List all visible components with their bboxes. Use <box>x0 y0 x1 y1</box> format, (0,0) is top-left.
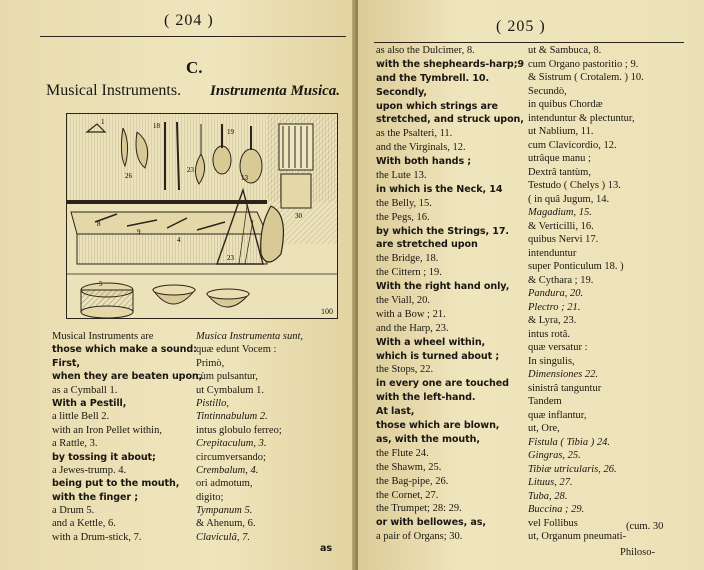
text-line: the Belly, 15. <box>376 197 432 209</box>
text-line: vel Follibus <box>528 517 578 529</box>
text-line: With both hands ; <box>376 156 472 168</box>
text-line: as also the Dulcimer, 8. <box>376 45 475 56</box>
text-line: and the Tymbrell. 10. <box>376 72 489 84</box>
text-line: and the Harp, 23. <box>376 322 449 334</box>
engraving-label: 19 <box>227 128 234 136</box>
text-line: in quibus Chordæ <box>528 99 603 110</box>
text-line: when they are beaten upon, <box>52 371 203 383</box>
text-line: in every one are touched <box>376 378 509 390</box>
text-line: Primò, <box>196 357 225 369</box>
text-line: Tandem <box>528 396 562 407</box>
text-line: Secundò, <box>528 85 567 97</box>
text-line: & Lyra, 23. <box>528 315 577 326</box>
text-line: the Pegs, 16. <box>376 211 430 223</box>
text-line: Secondly, <box>376 86 427 98</box>
text-line: cum Clavicordio, 12. <box>528 139 617 151</box>
text-line: Tympanum 5. <box>196 505 253 517</box>
text-line: quibus Nervi 17. <box>528 234 599 245</box>
text-line: a Drum 5. <box>52 505 95 517</box>
text-line: First, <box>52 357 80 369</box>
text-line: Tuba, 28. <box>528 490 568 502</box>
right-english-column <box>376 44 524 544</box>
text-line: digito; <box>196 491 224 503</box>
text-line: or with bellowes, as, <box>376 517 486 529</box>
engraving-label: 4 <box>177 236 181 244</box>
text-line: Tibiæ utricularis, 26. <box>528 463 617 475</box>
text-line: ut & Sambuca, 8. <box>528 45 602 56</box>
text-line: are stretched upon <box>376 239 478 251</box>
text-line: a pair of Organs; 30. <box>376 531 463 543</box>
text-line: by which the Strings, 17. <box>376 225 509 237</box>
text-line: quæ inflantur, <box>528 409 587 421</box>
text-line: those which are blown, <box>376 420 500 432</box>
text-line: as a Cymball 1. <box>52 384 118 396</box>
text-line: stretched, and struck upon, <box>376 114 524 126</box>
left-latin-column <box>196 330 303 544</box>
text-line: the Bag-pipe, 26. <box>376 475 449 487</box>
text-line: Testudo ( Chelys ) 13. <box>528 180 621 191</box>
text-line: ut, Ore, <box>528 423 560 434</box>
text-line: the Viall, 20. <box>376 295 431 307</box>
right-header-rule <box>374 42 684 43</box>
text-line: a Jewes-trump. 4. <box>52 464 127 476</box>
text-line: as, with the mouth, <box>376 433 480 445</box>
left-page-number: ( 204 ) <box>164 12 214 29</box>
right-page-number: ( 205 ) <box>496 18 546 35</box>
text-line: the Flute 24. <box>376 447 429 459</box>
text-line: ( in quâ Jugum, 14. <box>528 193 610 205</box>
text-line: cum Organo pastoritio ; 9. <box>528 58 639 70</box>
text-line: and the Virginals, 12. <box>376 142 466 154</box>
text-line: cùm pulsantur, <box>196 371 258 383</box>
title-latin: Instrumenta Musica. <box>210 83 341 99</box>
engraving-figure-number: 100 <box>321 307 333 316</box>
text-line: a little Bell 2. <box>52 411 110 423</box>
text-line: sinistrâ tanguntur <box>528 382 602 394</box>
text-line: upon which strings are <box>376 100 498 112</box>
text-line: ori admotum, <box>196 478 253 490</box>
text-line: utrâque manu ; <box>528 153 591 164</box>
right-page <box>358 0 704 570</box>
text-line: With a Pestill, <box>52 397 127 409</box>
text-line: being put to the mouth, <box>52 478 180 490</box>
text-line: the Bridge, 18. <box>376 253 439 265</box>
text-line: Crembalum, 4. <box>196 464 259 476</box>
text-line: quæ edunt Vocem : <box>196 344 277 356</box>
text-line: Gingras, 25. <box>528 450 581 461</box>
text-line: Claviculâ, 7. <box>196 531 250 543</box>
text-line: & Verticilli, 16. <box>528 220 594 232</box>
text-line: Dimensiones 22. <box>528 369 598 380</box>
text-line: Plectro ; 21. <box>528 301 581 313</box>
engraving-label: 9 <box>137 228 141 236</box>
left-header-rule <box>40 36 346 37</box>
text-line: Pistillo, <box>196 397 229 409</box>
text-line: & Ahenum, 6. <box>196 518 256 530</box>
right-margin-note: (cum. 30 <box>626 521 664 532</box>
engraving-illustration <box>67 114 338 319</box>
text-line: as the Psalteri, 11. <box>376 128 453 140</box>
text-line: quæ versatur : <box>528 342 588 353</box>
engraving-label: 18 <box>153 122 160 130</box>
engraving-label: 30 <box>295 212 302 220</box>
engraving-label: 23 <box>227 254 234 262</box>
engraving-label: 26 <box>125 172 132 180</box>
text-line: With the right hand only, <box>376 281 510 293</box>
text-line: super Ponticulum 18. ) <box>528 261 624 272</box>
text-line: Musica Instrumenta sunt, <box>196 331 304 342</box>
text-line: ut Cymbalum 1. <box>196 384 264 396</box>
right-catchword: Philoso- <box>620 547 656 558</box>
text-line: intus rotâ. <box>528 328 570 340</box>
text-line: which is turned about ; <box>376 350 500 362</box>
right-latin-column <box>528 44 644 544</box>
text-line: with the shepheards-harp;9 <box>376 58 525 70</box>
engraving-label: 5 <box>99 280 103 288</box>
text-line: in which is the Neck, 14 <box>376 183 503 195</box>
left-catchword: as <box>320 543 332 554</box>
text-line: Fistula ( Tibia ) 24. <box>528 436 610 448</box>
left-english-column <box>52 330 202 544</box>
text-line: with a Drum-stick, 7. <box>52 531 142 543</box>
engraving-label: 1 <box>101 118 105 126</box>
engraving-label: 13 <box>241 174 248 182</box>
text-line: with the left-hand. <box>376 392 476 404</box>
text-line: At last, <box>376 406 415 418</box>
engraving-label: 8 <box>97 220 101 228</box>
engraving-label: 23 <box>187 166 194 174</box>
text-line: the Trumpet; 28: 29. <box>376 503 462 515</box>
text-line: & Sistrum ( Crotalem. ) 10. <box>528 72 644 83</box>
text-line: & Cythara ; 19. <box>528 274 594 286</box>
text-line: and a Kettle, 6. <box>52 518 116 530</box>
text-line: the Stops, 22. <box>376 364 434 376</box>
text-line: ut Nablium, 11. <box>528 126 594 137</box>
text-line: with a Bow ; 21. <box>376 308 446 320</box>
text-line: ut, Organum pneumati- <box>528 531 627 542</box>
text-line: Crepitaculum, 3. <box>196 438 267 450</box>
section-letter: C. <box>186 58 203 77</box>
text-line: Magadium, 15. <box>528 207 592 218</box>
text-line: intus globulo ferreo; <box>196 424 282 436</box>
text-line: intenduntur & plectuntur, <box>528 112 635 124</box>
text-line: those which make a sound: <box>52 344 197 356</box>
engraving <box>66 113 338 319</box>
title-english: Musical Instruments. <box>46 82 182 99</box>
text-line: a Rattle, 3. <box>52 438 98 450</box>
text-line: intenduntur <box>528 247 577 259</box>
text-line: Tintinnabulum 2. <box>196 411 268 423</box>
text-line: Pandura, 20. <box>528 288 584 299</box>
text-line: With a wheel within, <box>376 336 486 348</box>
text-line: In singulis, <box>528 355 575 367</box>
text-line: the Shawm, 25. <box>376 461 442 473</box>
text-line: with the finger ; <box>52 491 139 503</box>
text-line: by tossing it about; <box>52 451 156 463</box>
text-line: Buccina ; 29. <box>528 504 585 515</box>
text-line: circumversando; <box>196 451 266 463</box>
text-line: the Cittern ; 19. <box>376 267 442 279</box>
text-line: Musical Instruments are <box>52 331 154 342</box>
text-line: the Lute 13. <box>376 170 427 182</box>
text-line: the Cornet, 27. <box>376 489 439 501</box>
text-line: Dextrâ tantùm, <box>528 166 591 178</box>
text-line: with an Iron Pellet within, <box>52 424 162 436</box>
text-line: Lituus, 27. <box>528 477 573 488</box>
